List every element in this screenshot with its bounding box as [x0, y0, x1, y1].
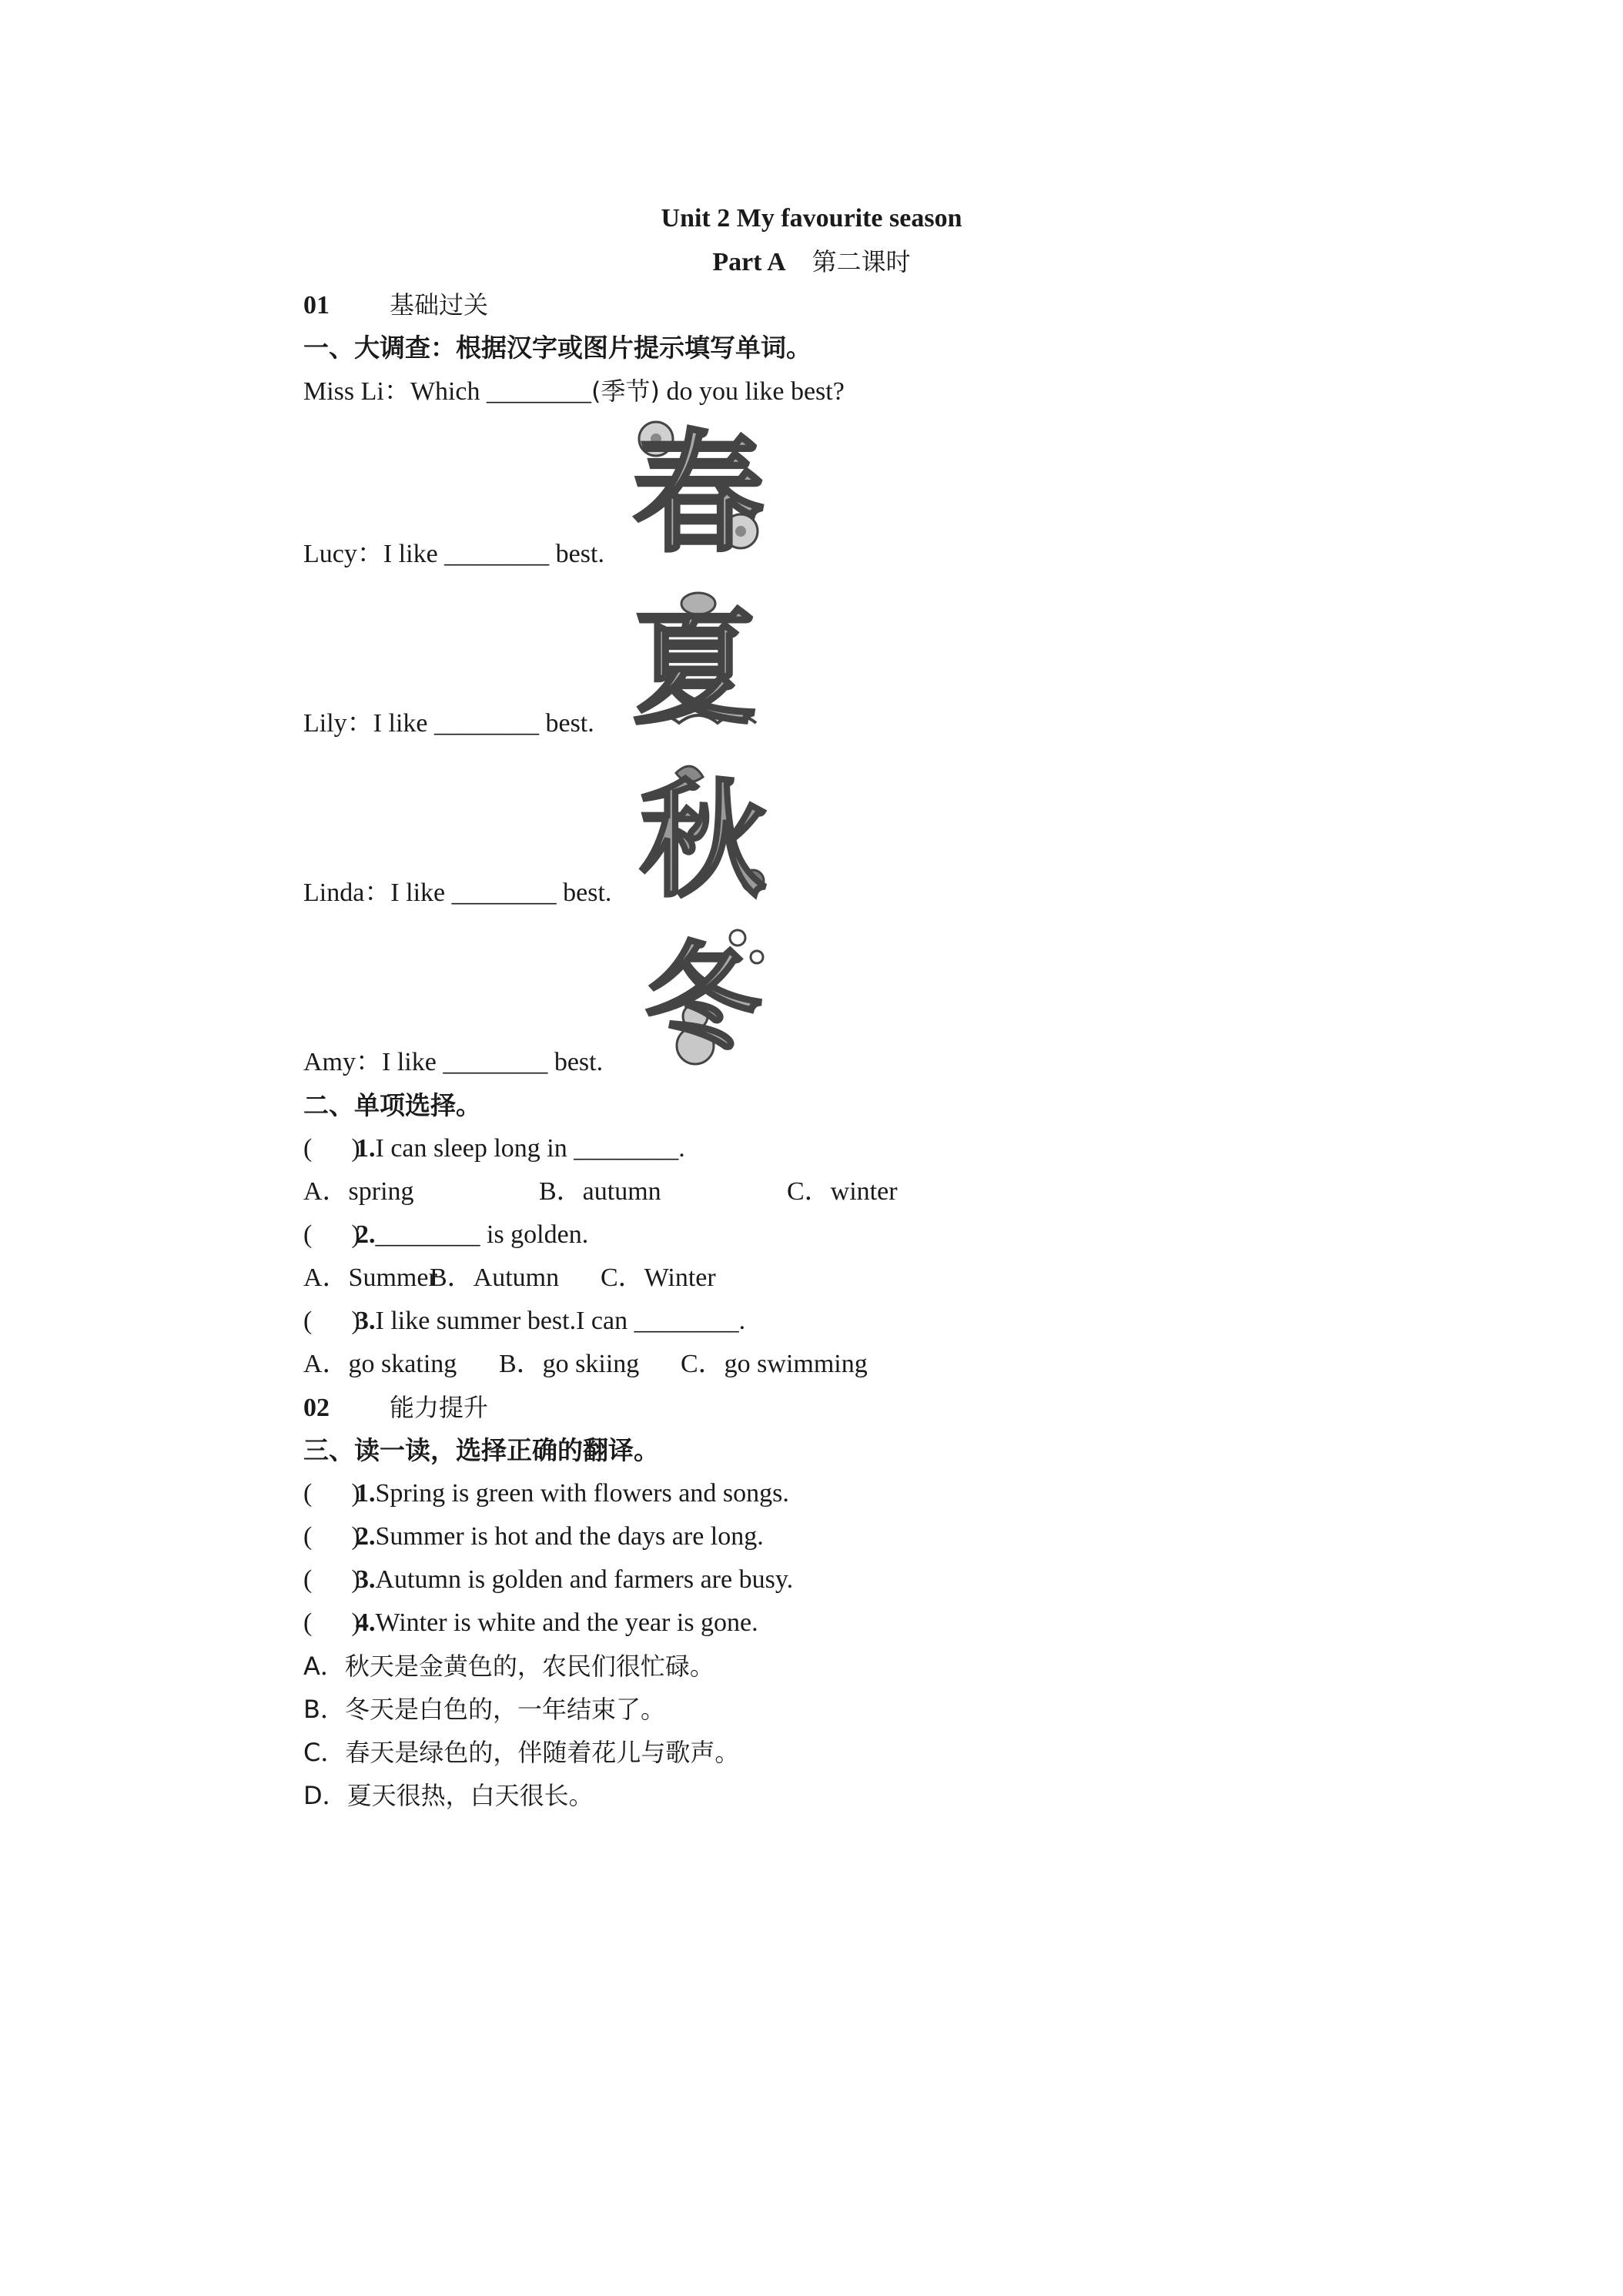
section-02-name: 能力提升: [390, 1393, 489, 1422]
question-blank: ________: [375, 1220, 480, 1249]
translation-item-1: [303, 1477, 789, 1511]
option-a[interactable]: A．Summer: [303, 1263, 437, 1292]
section-01-number: 01: [303, 291, 330, 320]
answer-name: Linda: [303, 879, 365, 907]
answer-post: best.: [538, 709, 594, 738]
answer-name: Lucy: [303, 540, 357, 568]
page-subtitle: [0, 245, 1623, 279]
answer-line-linda: [303, 876, 611, 910]
survey-question-prefix: Miss Li：Which: [303, 377, 487, 406]
translation-item-3: [303, 1563, 793, 1597]
question-number: 1.: [356, 1134, 376, 1163]
answer-paren[interactable]: ( ): [303, 1479, 360, 1508]
answer-paren[interactable]: ( ): [303, 1565, 360, 1594]
answer-name: Lily: [303, 709, 347, 738]
section-01-name: 基础过关: [390, 290, 489, 320]
section-3-heading: 三、读一读，选择正确的翻译。: [303, 1435, 659, 1465]
answer-pre: ：I like: [346, 709, 434, 738]
question-text: I can sleep long in: [375, 1134, 574, 1163]
spring-char: 春: [632, 418, 765, 562]
mc-question-3: [303, 1304, 745, 1338]
page-title: Unit 2 My favourite season: [661, 204, 962, 233]
answer-blank-3[interactable]: ________: [451, 879, 557, 907]
question-text-end: .: [738, 1307, 746, 1335]
question-number: 3.: [356, 1307, 376, 1335]
option-a[interactable]: A．go skating: [303, 1350, 457, 1378]
mc-question-2: [303, 1218, 588, 1252]
translation-item-2: [303, 1520, 764, 1554]
part-label: Part A: [712, 248, 786, 276]
item-number: 4.: [356, 1608, 376, 1637]
summer-char-image: [625, 588, 764, 735]
option-c[interactable]: C．go swimming: [681, 1350, 868, 1378]
item-number: 2.: [356, 1522, 376, 1551]
question-text-end: .: [678, 1134, 685, 1163]
survey-hint: (季节): [591, 377, 660, 406]
answer-paren[interactable]: ( ): [303, 1307, 360, 1335]
section-01-header: [303, 288, 488, 322]
answer-post: best.: [547, 1048, 604, 1076]
translation-option-a: A．秋天是金黄色的，农民们很忙碌。: [303, 1652, 714, 1681]
translation-option-d: D．夏天很热，白天很长。: [303, 1781, 594, 1810]
item-text: Summer is hot and the days are long.: [375, 1522, 764, 1551]
section-02-number: 02: [303, 1394, 330, 1422]
answer-line-lily: [303, 707, 594, 741]
spring-char-image: [625, 416, 771, 562]
autumn-char-image: [630, 758, 776, 904]
translation-item-4: [303, 1606, 758, 1640]
autumn-char: 秋: [639, 767, 767, 904]
answer-paren[interactable]: ( ): [303, 1134, 360, 1163]
item-text: Spring is green with flowers and songs.: [375, 1479, 789, 1508]
answer-paren[interactable]: ( ): [303, 1608, 360, 1637]
answer-blank-2[interactable]: ________: [433, 709, 539, 738]
lesson-label: 第二课时: [812, 247, 911, 276]
section-2-heading: 二、单项选择。: [303, 1090, 481, 1120]
answer-paren[interactable]: ( ): [303, 1220, 360, 1249]
item-number: 1.: [356, 1479, 376, 1508]
answer-pre: ：I like: [356, 1048, 443, 1076]
answer-pre: ：I like: [364, 879, 452, 907]
answer-post: best.: [556, 879, 612, 907]
mc-question-1: [303, 1132, 685, 1166]
question-blank: ________: [634, 1307, 739, 1335]
survey-blank[interactable]: ________: [486, 377, 591, 406]
option-c[interactable]: C．Winter: [601, 1263, 716, 1292]
question-number: 2.: [356, 1220, 376, 1249]
summer-char: 夏: [632, 597, 757, 735]
question-blank: ________: [574, 1134, 679, 1163]
answer-post: best.: [549, 540, 604, 568]
item-text: Autumn is golden and farmers are busy.: [375, 1565, 794, 1594]
translation-option-b: B．冬天是白色的，一年结束了。: [303, 1695, 665, 1724]
option-b[interactable]: B．autumn: [539, 1177, 661, 1206]
winter-char-image: [630, 922, 776, 1076]
survey-question-suffix: do you like best?: [659, 377, 845, 406]
translation-option-c: C．春天是绿色的，伴随着花儿与歌声。: [303, 1738, 740, 1767]
option-c[interactable]: C．winter: [787, 1177, 898, 1206]
answer-blank-1[interactable]: ________: [444, 540, 550, 568]
option-b[interactable]: B．go skiing: [499, 1350, 640, 1378]
answer-name: Amy: [303, 1048, 356, 1076]
question-text-end: is golden.: [480, 1220, 589, 1249]
answer-blank-4[interactable]: ________: [443, 1048, 548, 1076]
item-text: Winter is white and the year is gone.: [375, 1608, 758, 1637]
item-number: 3.: [356, 1565, 376, 1594]
answer-pre: ：I like: [356, 540, 445, 568]
mc-options-3: [303, 1347, 868, 1381]
survey-question: [303, 374, 845, 408]
section-02-header: [303, 1391, 488, 1424]
question-text: I like summer best.I can: [375, 1307, 634, 1335]
mc-options-2: [303, 1261, 716, 1295]
answer-paren[interactable]: ( ): [303, 1522, 360, 1551]
answer-line-lucy: [303, 537, 604, 571]
answer-line-amy: [303, 1046, 603, 1079]
option-a[interactable]: A．spring: [303, 1177, 414, 1206]
mc-options-1: [303, 1175, 898, 1209]
winter-char: 冬: [644, 932, 761, 1066]
option-b[interactable]: B．Autumn: [430, 1263, 560, 1292]
section-1-heading: 一、大调查：根据汉字或图片提示填写单词。: [303, 333, 812, 363]
